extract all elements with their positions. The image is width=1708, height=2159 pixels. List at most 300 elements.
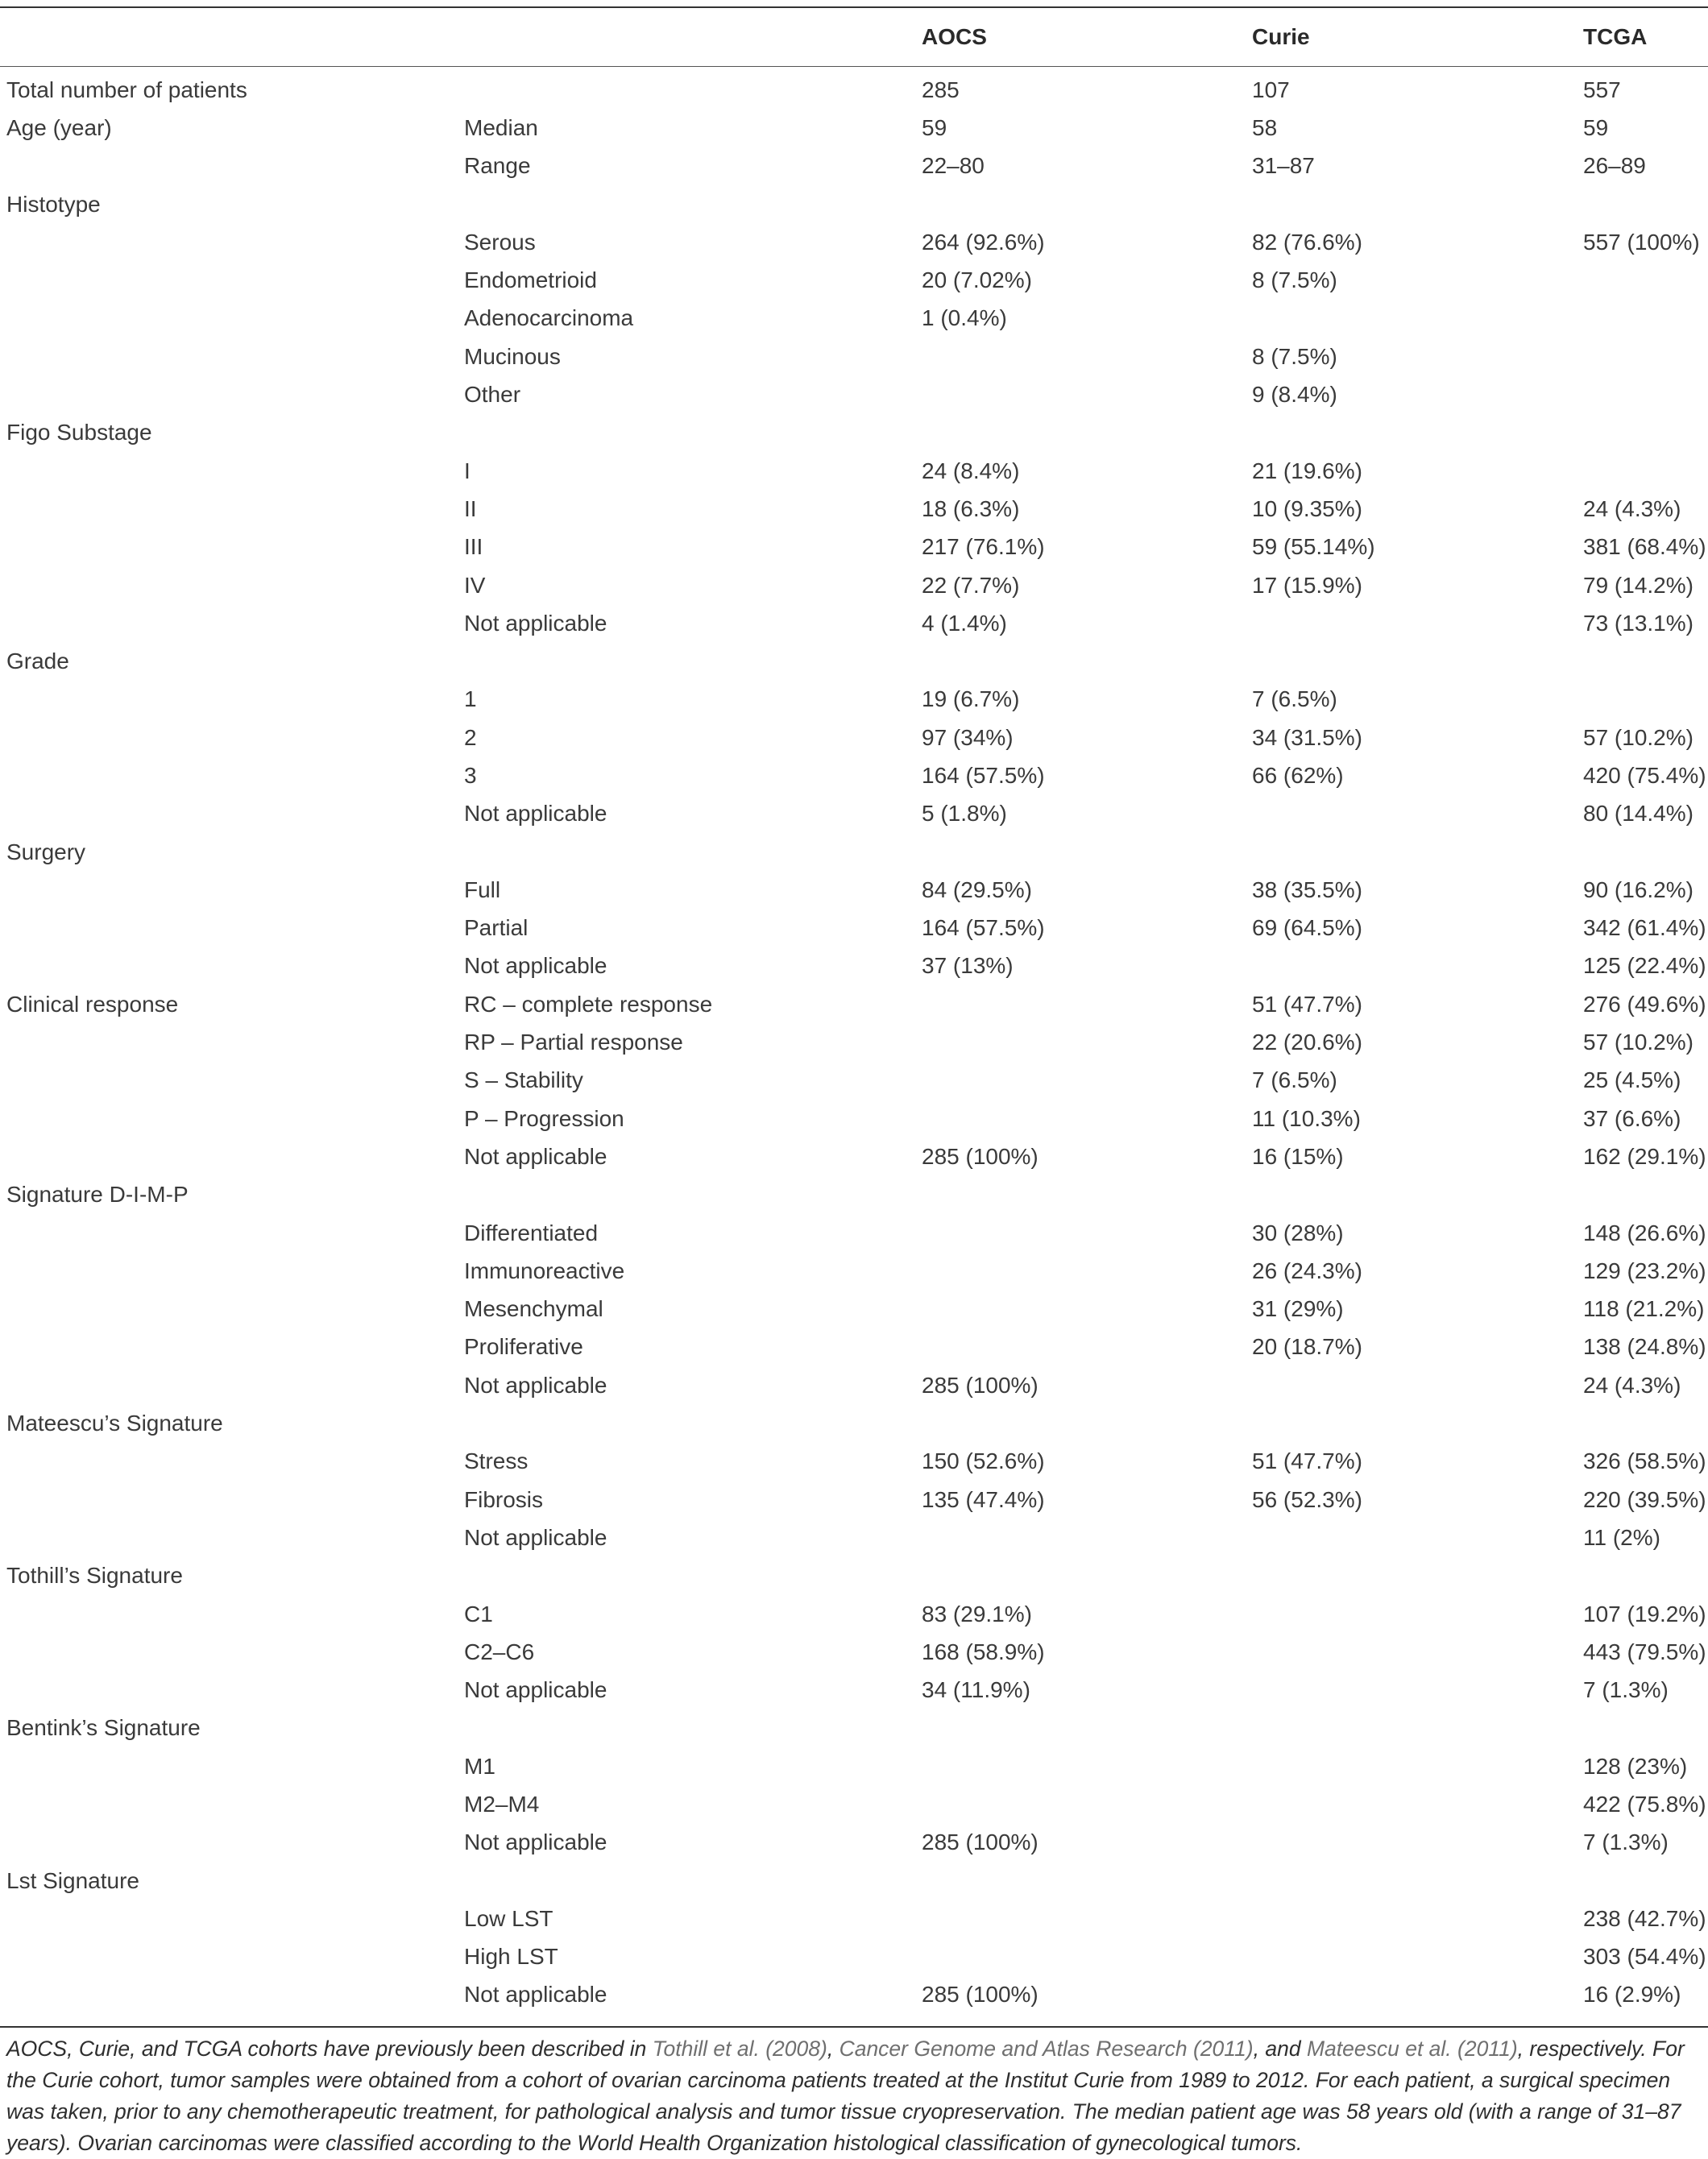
row-sublabel: Not applicable (464, 1372, 607, 1398)
cell-aocs: 20 (7.02%) (922, 267, 1032, 293)
row-label (0, 1595, 464, 1633)
row-sublabel: 1 (464, 686, 477, 712)
cell-tcga: 443 (79.5%) (1583, 1639, 1706, 1664)
cell-tcga: 381 (68.4%) (1583, 534, 1706, 560)
column-header-aocs: AOCS (922, 24, 987, 49)
cell-tcga (1583, 1709, 1708, 1747)
reference-link[interactable]: Tothill et al. (2008) (652, 2037, 827, 2061)
cell-aocs (922, 414, 1252, 452)
row-sublabel: Not applicable (464, 1677, 607, 1703)
cell-curie (1252, 1709, 1583, 1747)
cell-curie: 20 (18.7%) (1252, 1334, 1362, 1360)
row-sublabel: Not applicable (464, 953, 607, 979)
cohort-table (0, 8, 1708, 2014)
table-row (0, 1557, 1708, 1595)
row-label (0, 1633, 464, 1671)
table-row (0, 1328, 1708, 1366)
cell-curie: 8 (7.5%) (1252, 343, 1337, 369)
row-sublabel: Median (464, 114, 538, 140)
column-header-tcga: TCGA (1583, 24, 1648, 49)
table-row (0, 223, 1708, 261)
table-row (0, 1100, 1708, 1138)
cell-tcga: 37 (6.6%) (1583, 1105, 1681, 1131)
cell-curie (1252, 1595, 1583, 1633)
row-sublabel (464, 1176, 922, 1214)
cell-curie (1252, 1824, 1583, 1862)
row-label (0, 681, 464, 719)
table-row (0, 261, 1708, 299)
row-sublabel: Not applicable (464, 1830, 607, 1855)
row-label (0, 1976, 464, 2014)
row-sublabel (464, 71, 922, 109)
row-label: Histotype (6, 191, 101, 217)
cell-aocs: 150 (52.6%) (922, 1448, 1045, 1474)
row-sublabel: III (464, 534, 483, 560)
table-row (0, 147, 1708, 185)
row-label: Signature D-I-M-P (6, 1182, 189, 1208)
cell-aocs: 164 (57.5%) (922, 762, 1045, 788)
cell-curie: 17 (15.9%) (1252, 572, 1362, 598)
table-row (0, 1671, 1708, 1709)
row-sublabel (464, 1709, 922, 1747)
row-sublabel: I (464, 458, 471, 483)
cell-tcga (1583, 300, 1708, 338)
cell-aocs (922, 1404, 1252, 1442)
cell-curie (1252, 1404, 1583, 1442)
row-sublabel: RC – complete response (464, 991, 713, 1017)
row-label (0, 1023, 464, 1061)
row-label (0, 566, 464, 604)
row-label (0, 1366, 464, 1404)
cell-aocs: 135 (47.4%) (922, 1486, 1045, 1512)
cell-aocs: 37 (13%) (922, 953, 1014, 979)
row-label: Tothill’s Signature (6, 1563, 183, 1589)
row-label (0, 1328, 464, 1366)
row-label (0, 1481, 464, 1519)
bottom-rule (0, 2026, 1708, 2028)
cell-curie: 7 (6.5%) (1252, 1067, 1337, 1093)
row-label (0, 871, 464, 909)
row-label: Mateescu’s Signature (6, 1411, 223, 1436)
table-row (0, 566, 1708, 604)
table-row (0, 1291, 1708, 1328)
cell-curie: 21 (19.6%) (1252, 458, 1362, 483)
table-row (0, 756, 1708, 794)
cell-tcga: 57 (10.2%) (1583, 1030, 1693, 1055)
row-sublabel: S – Stability (464, 1067, 583, 1093)
cell-tcga (1583, 1557, 1708, 1595)
row-label (0, 1747, 464, 1785)
cell-curie (1252, 1366, 1583, 1404)
row-sublabel: IV (464, 572, 486, 598)
reference-link[interactable]: Cancer Genome and Atlas Research (2011) (839, 2037, 1254, 2061)
row-sublabel: Range (464, 153, 531, 179)
row-sublabel: M2–M4 (464, 1792, 540, 1817)
row-sublabel: Not applicable (464, 1524, 607, 1550)
row-label (0, 1100, 464, 1138)
row-label: Total number of patients (6, 77, 247, 102)
cell-aocs (922, 375, 1252, 413)
cell-aocs (922, 1785, 1252, 1823)
cell-tcga (1583, 185, 1708, 223)
row-sublabel (464, 1404, 922, 1442)
row-label (0, 338, 464, 375)
row-label (0, 452, 464, 490)
cell-tcga (1583, 833, 1708, 871)
table-row (0, 528, 1708, 566)
table-row (0, 300, 1708, 338)
cell-aocs (922, 1519, 1252, 1556)
reference-link[interactable]: Mateescu et al. (2011) (1306, 2037, 1518, 2061)
cell-curie (1252, 1785, 1583, 1823)
cell-aocs (922, 1557, 1252, 1595)
row-label (0, 1138, 464, 1175)
row-label: Age (year) (6, 114, 112, 140)
cell-tcga: 25 (4.5%) (1583, 1067, 1681, 1093)
cell-tcga: 342 (61.4%) (1583, 915, 1706, 941)
cell-tcga: 57 (10.2%) (1583, 724, 1693, 750)
cell-tcga: 557 (1583, 77, 1621, 102)
cell-aocs: 5 (1.8%) (922, 801, 1007, 827)
cell-curie (1252, 1557, 1583, 1595)
row-label (0, 910, 464, 947)
row-sublabel: Not applicable (464, 1143, 607, 1169)
cell-curie: 16 (15%) (1252, 1143, 1344, 1169)
cell-aocs (922, 1100, 1252, 1138)
cell-curie: 66 (62%) (1252, 762, 1344, 788)
row-label (0, 147, 464, 185)
cell-aocs: 285 (100%) (922, 1143, 1038, 1169)
row-sublabel: II (464, 495, 477, 521)
cell-curie (1252, 1862, 1583, 1900)
cell-curie: 38 (35.5%) (1252, 876, 1362, 902)
row-sublabel: 3 (464, 762, 477, 788)
table-row (0, 1176, 1708, 1214)
table-footnote (6, 2033, 1705, 2159)
cell-aocs: 84 (29.5%) (922, 876, 1032, 902)
cell-curie: 22 (20.6%) (1252, 1030, 1362, 1055)
cell-tcga: 420 (75.4%) (1583, 762, 1706, 788)
cell-aocs (922, 1291, 1252, 1328)
cell-tcga (1583, 642, 1708, 680)
table-row (0, 1824, 1708, 1862)
cell-tcga: 557 (100%) (1583, 229, 1700, 255)
row-label: Lst Signature (6, 1867, 139, 1893)
cell-aocs (922, 1747, 1252, 1785)
cell-curie: 34 (31.5%) (1252, 724, 1362, 750)
table-row (0, 1938, 1708, 1976)
row-sublabel: C1 (464, 1601, 493, 1627)
cell-curie (1252, 1938, 1583, 1976)
row-label (0, 528, 464, 566)
cell-tcga: 24 (4.3%) (1583, 495, 1681, 521)
cell-curie: 51 (47.7%) (1252, 1448, 1362, 1474)
row-sublabel: C2–C6 (464, 1639, 535, 1664)
cell-tcga (1583, 1176, 1708, 1214)
cell-tcga: 79 (14.2%) (1583, 572, 1693, 598)
table-row (0, 1366, 1708, 1404)
cell-curie (1252, 1671, 1583, 1709)
cell-tcga: 73 (13.1%) (1583, 610, 1693, 636)
cell-tcga: 107 (19.2%) (1583, 1601, 1706, 1627)
cell-aocs: 4 (1.4%) (922, 610, 1007, 636)
cell-aocs: 97 (34%) (922, 724, 1014, 750)
table-body (0, 66, 1708, 2014)
footnote-text: AOCS, Curie, and TCGA cohorts have previously been described in (6, 2037, 653, 2061)
row-sublabel: Fibrosis (464, 1486, 544, 1512)
cell-tcga: 148 (26.6%) (1583, 1220, 1706, 1245)
cell-aocs (922, 1900, 1252, 1937)
cell-curie: 56 (52.3%) (1252, 1486, 1362, 1512)
table-row (0, 414, 1708, 452)
cell-curie (1252, 1176, 1583, 1214)
table-row (0, 1633, 1708, 1671)
cell-tcga: 220 (39.5%) (1583, 1486, 1706, 1512)
row-sublabel (464, 1557, 922, 1595)
row-label (0, 604, 464, 642)
row-label (0, 300, 464, 338)
table-row (0, 1214, 1708, 1252)
cell-curie: 58 (1252, 114, 1278, 140)
cell-aocs (922, 642, 1252, 680)
cell-aocs: 217 (76.1%) (922, 534, 1045, 560)
table-row (0, 871, 1708, 909)
row-label (0, 1062, 464, 1100)
table-row (0, 338, 1708, 375)
cell-aocs (922, 1328, 1252, 1366)
table-row (0, 1519, 1708, 1556)
cell-curie: 51 (47.7%) (1252, 991, 1362, 1017)
cell-aocs (922, 1252, 1252, 1290)
cell-tcga (1583, 1862, 1708, 1900)
cell-tcga (1583, 414, 1708, 452)
cell-aocs (922, 1062, 1252, 1100)
row-label: Figo Substage (6, 420, 152, 445)
cell-curie: 31 (29%) (1252, 1296, 1344, 1322)
cell-aocs: 164 (57.5%) (922, 915, 1045, 941)
cell-aocs (922, 1023, 1252, 1061)
row-sublabel: High LST (464, 1944, 558, 1970)
row-label: Surgery (6, 839, 86, 864)
cell-curie: 30 (28%) (1252, 1220, 1344, 1245)
cell-curie (1252, 185, 1583, 223)
row-label (0, 1938, 464, 1976)
table-row (0, 1862, 1708, 1900)
row-sublabel (464, 642, 922, 680)
row-label (0, 261, 464, 299)
cell-tcga: 125 (22.4%) (1583, 953, 1706, 979)
cell-curie: 10 (9.35%) (1252, 495, 1362, 521)
row-label (0, 1519, 464, 1556)
row-label (0, 1214, 464, 1252)
row-sublabel: Not applicable (464, 1982, 607, 2008)
table-row (0, 1062, 1708, 1100)
cell-tcga (1583, 338, 1708, 375)
cell-curie: 82 (76.6%) (1252, 229, 1362, 255)
table-row (0, 1404, 1708, 1442)
table-row (0, 375, 1708, 413)
row-sublabel: RP – Partial response (464, 1030, 683, 1055)
column-header (0, 8, 464, 66)
row-sublabel: Low LST (464, 1905, 553, 1931)
cell-tcga (1583, 375, 1708, 413)
table-row (0, 604, 1708, 642)
row-label (0, 756, 464, 794)
cell-tcga: 90 (16.2%) (1583, 876, 1693, 902)
cell-curie (1252, 1747, 1583, 1785)
cell-aocs: 34 (11.9%) (922, 1677, 1030, 1703)
cell-aocs: 285 (100%) (922, 1830, 1038, 1855)
table-row (0, 1138, 1708, 1175)
table-row (0, 1481, 1708, 1519)
column-header (464, 8, 922, 66)
row-label: Grade (6, 649, 69, 674)
table-row (0, 1976, 1708, 2014)
row-label (0, 1671, 464, 1709)
row-sublabel: P – Progression (464, 1105, 624, 1131)
row-label (0, 223, 464, 261)
cell-curie: 11 (10.3%) (1252, 1105, 1361, 1131)
cell-tcga: 326 (58.5%) (1583, 1448, 1706, 1474)
cell-curie (1252, 1633, 1583, 1671)
row-sublabel: Mucinous (464, 343, 561, 369)
row-label (0, 1252, 464, 1290)
table-row (0, 71, 1708, 109)
cell-curie: 7 (6.5%) (1252, 686, 1337, 712)
table-row (0, 1747, 1708, 1785)
row-sublabel: Adenocarcinoma (464, 305, 634, 331)
table-row (0, 452, 1708, 490)
row-label: Bentink’s Signature (6, 1715, 201, 1741)
table-row (0, 185, 1708, 223)
cell-aocs (922, 985, 1252, 1023)
cell-tcga (1583, 681, 1708, 719)
cell-curie: 69 (64.5%) (1252, 915, 1362, 941)
row-label (0, 1291, 464, 1328)
cell-aocs: 22–80 (922, 153, 985, 179)
cell-curie (1252, 414, 1583, 452)
row-label (0, 490, 464, 528)
column-header-curie: Curie (1252, 24, 1310, 49)
table-row (0, 910, 1708, 947)
row-label (0, 1900, 464, 1937)
footnote-text: , (827, 2037, 839, 2061)
cell-aocs (922, 1862, 1252, 1900)
row-sublabel: Partial (464, 915, 529, 941)
row-sublabel: Differentiated (464, 1220, 599, 1245)
cell-aocs: 1 (0.4%) (922, 305, 1007, 331)
row-sublabel (464, 1862, 922, 1900)
cell-curie: 26 (24.3%) (1252, 1258, 1362, 1283)
table-row (0, 1595, 1708, 1633)
cell-tcga: 16 (2.9%) (1583, 1982, 1681, 2008)
cell-aocs: 59 (922, 114, 947, 140)
cell-aocs: 285 (100%) (922, 1982, 1038, 2008)
cell-tcga: 303 (54.4%) (1583, 1944, 1706, 1970)
row-sublabel (464, 185, 922, 223)
row-label (0, 1785, 464, 1823)
cell-curie (1252, 300, 1583, 338)
table-row (0, 681, 1708, 719)
cell-tcga: 59 (1583, 114, 1609, 140)
cell-tcga (1583, 1404, 1708, 1442)
row-sublabel: 2 (464, 724, 477, 750)
row-sublabel: Other (464, 382, 521, 408)
row-sublabel: Full (464, 876, 501, 902)
cell-curie (1252, 642, 1583, 680)
row-label (0, 795, 464, 833)
table-row (0, 833, 1708, 871)
cell-aocs: 22 (7.7%) (922, 572, 1020, 598)
cell-curie (1252, 1519, 1583, 1556)
table-row (0, 1709, 1708, 1747)
table-row (0, 795, 1708, 833)
footnote-text: , and (1253, 2037, 1307, 2061)
cell-aocs (922, 1176, 1252, 1214)
cell-tcga: 7 (1.3%) (1583, 1830, 1669, 1855)
row-sublabel: Endometrioid (464, 267, 597, 293)
cell-curie (1252, 1976, 1583, 2014)
cell-aocs (922, 185, 1252, 223)
cell-curie: 8 (7.5%) (1252, 267, 1337, 293)
cell-curie: 9 (8.4%) (1252, 382, 1337, 408)
cell-tcga: 7 (1.3%) (1583, 1677, 1669, 1703)
cell-tcga: 24 (4.3%) (1583, 1372, 1681, 1398)
cell-tcga: 138 (24.8%) (1583, 1334, 1706, 1360)
cell-tcga: 276 (49.6%) (1583, 991, 1706, 1017)
header-row (0, 8, 1708, 66)
cell-tcga: 129 (23.2%) (1583, 1258, 1706, 1283)
row-sublabel: Not applicable (464, 610, 607, 636)
cell-aocs (922, 1938, 1252, 1976)
row-sublabel: M1 (464, 1753, 495, 1779)
table-row (0, 109, 1708, 147)
cell-curie (1252, 1900, 1583, 1937)
row-sublabel (464, 833, 922, 871)
row-sublabel: Stress (464, 1448, 529, 1474)
row-label (0, 375, 464, 413)
cell-tcga (1583, 452, 1708, 490)
cell-aocs (922, 1214, 1252, 1252)
table-row (0, 1443, 1708, 1481)
cell-aocs: 19 (6.7%) (922, 686, 1020, 712)
footnote-text: , respectively. For the Curie cohort, tumor samples were obtained from a cohort of ovarian carcinoma patients treated at the Institut Curie from 1989 to 2012. For each patient, a surgical specimen was taken, prior to any chemotherapeutic treatment, for pathological analysis and tumor tissue cryopreservation. The median patient age was 58 years old (with a range of 31–87 years). Ovarian carcinomas were classified according to the World Health Organization histological classification of gynecological tumors. (6, 2037, 1685, 2155)
cell-tcga: 11 (2%) (1583, 1524, 1660, 1550)
cell-aocs: 264 (92.6%) (922, 229, 1045, 255)
cell-aocs: 83 (29.1%) (922, 1601, 1032, 1627)
row-sublabel: Mesenchymal (464, 1296, 603, 1322)
cell-aocs: 18 (6.3%) (922, 495, 1020, 521)
cell-tcga: 162 (29.1%) (1583, 1143, 1706, 1169)
table-row (0, 985, 1708, 1023)
row-label (0, 1824, 464, 1862)
row-label: Clinical response (6, 991, 179, 1017)
cell-aocs (922, 833, 1252, 871)
table-row (0, 1252, 1708, 1290)
cell-aocs: 168 (58.9%) (922, 1639, 1045, 1664)
cell-aocs: 285 (100%) (922, 1372, 1038, 1398)
cell-tcga: 26–89 (1583, 153, 1646, 179)
cell-aocs: 285 (922, 77, 960, 102)
row-label (0, 947, 464, 985)
row-label (0, 719, 464, 756)
cell-aocs: 24 (8.4%) (922, 458, 1020, 483)
cell-tcga: 118 (21.2%) (1583, 1296, 1705, 1322)
cell-curie (1252, 947, 1583, 985)
cell-curie: 59 (55.14%) (1252, 534, 1375, 560)
row-sublabel: Immunoreactive (464, 1258, 625, 1283)
row-sublabel (464, 414, 922, 452)
